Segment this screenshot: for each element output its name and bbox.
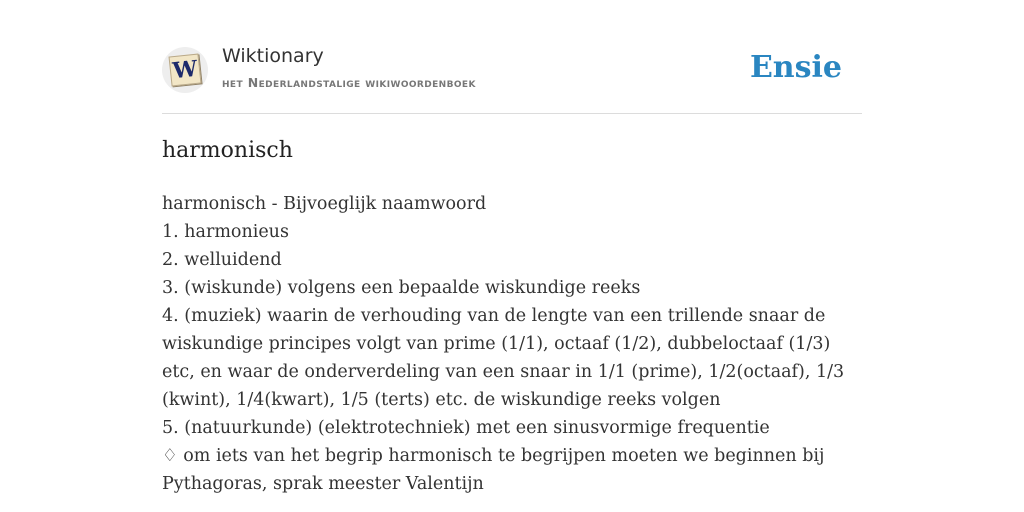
- site-title[interactable]: Wiktionary: [222, 45, 324, 67]
- logo-tile: W: [169, 54, 202, 87]
- entry-title: harmonisch: [162, 138, 293, 163]
- wiktionary-logo-icon[interactable]: [162, 47, 208, 93]
- page: [162, 0, 862, 494]
- entry-definition: harmonisch - Bijvoeglijk naamwoord 1. harmonieus 2. welluidend 3. (wiskunde) volgens een bepaalde wiskundige reeks 4. (muziek) waarin de verhouding van de lengte van een trillende snaar de wiskundige principes volgt van prime (1/1), octaaf (1/2), dubbeloctaaf (1/3) etc, en waar de onderverdeling van een snaar in 1/1 (prime), 1/2(octaaf), 1/3 (kwint), 1/4(kwart), 1/5 (terts) etc. de wiskundige reeks volgen 5. (natuurkunde) (elektrotechniek) met een sinusvormige frequentie ♢ om iets van het begrip harmonisch te begrijpen moeten we beginnen bij Pythagoras, sprak meester Valentijn: [162, 194, 845, 494]
- site-subtitle: het Nederlandstalige wikiwoordenboek: [222, 75, 476, 90]
- header: [162, 0, 862, 114]
- ensie-brand-logo[interactable]: Ensie: [749, 50, 842, 85]
